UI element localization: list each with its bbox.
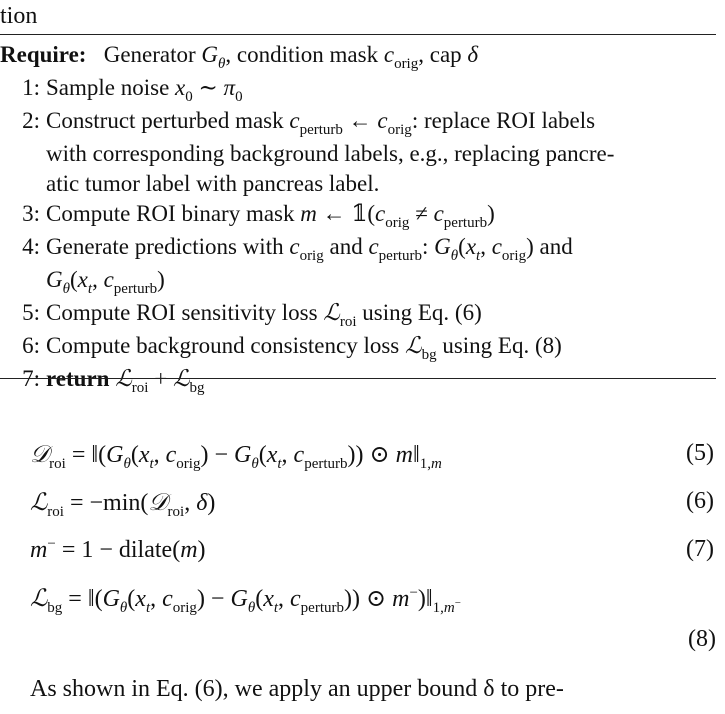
equation-5: [30, 440, 716, 480]
step-number: 5:: [22, 300, 40, 325]
equation-body: 𝒟$_{roi}$ = $‖(G_\theta(x_t$, $c_{orig}) - G_\theta(x_t$, $c_{perturb}$)) ⊙ $m‖_{1,m}$: [30, 440, 442, 472]
algorithm-step-4: [0, 232, 716, 265]
algorithm-top-rule: [0, 34, 716, 35]
equation-7: [30, 536, 716, 576]
algorithm-bottom-rule: [0, 378, 716, 379]
step-text: Sample noise $x_0$ ∼ $\pi_0$: [46, 75, 243, 105]
section-title-fragment: tion: [0, 3, 38, 29]
step-number: 3:: [22, 201, 40, 226]
step-number: 1:: [22, 75, 40, 100]
algorithm-step-3: [0, 199, 716, 232]
step-text: Compute ROI binary mask m ← $𝟙(c_{orig} \ne c_{perturb})$: [46, 201, 495, 231]
equation-number: (6): [686, 488, 714, 514]
step-text: Compute ROI sensitivity loss ℒ$_{roi}$ using Eq. (6): [46, 300, 482, 330]
require-label: Require:: [0, 42, 87, 67]
algorithm-step-2-cont1: with corresponding background labels, e.g., replacing pancre-: [46, 141, 615, 166]
body-paragraph: As shown in Eq. (6), we apply an upper bound δ to pre-: [30, 676, 564, 702]
step-number: 6:: [22, 333, 40, 358]
step-text: Compute background consistency loss ℒ$_{bg}$ using Eq. (8): [46, 333, 562, 363]
algorithm-step-2: [0, 106, 716, 139]
step-number: 2:: [22, 108, 40, 133]
step-number: 7:: [22, 366, 40, 391]
algorithm-require-line: [0, 40, 716, 73]
algorithm-step-4-cont: $G_\theta(x_t$, $c_{perturb}$): [46, 267, 165, 297]
step-text: return ℒ$_{roi}$ + ℒ$_{bg}$: [46, 366, 205, 396]
step-text: Generate predictions with $c_{orig}$ and $c_{perturb}$: $G_\theta(x_t$, $c_{orig}$) and: [46, 234, 573, 264]
equation-body: m− = 1 − dilate(m): [30, 536, 206, 563]
equation-6: [30, 488, 716, 528]
algorithm-step-6: [0, 331, 716, 364]
algorithm-block: [0, 40, 716, 397]
require-text: Generator $G_\theta$, condition mask $c_{orig}$, cap δ: [92, 42, 479, 72]
equation-number: (5): [686, 440, 714, 466]
algorithm-step-7: [0, 364, 716, 397]
step-number: 4:: [22, 234, 40, 259]
equation-body: ℒ$_{roi}$ = −min(𝒟$_{roi}$, δ): [30, 488, 216, 520]
equation-body: ℒ$_{bg}$ = $‖(G_\theta(x_t$, $c_{orig}) - G_\theta(x_t$, $c_{perturb}$)) ⊙ $m^-)‖_{1,m^-}$: [30, 584, 461, 616]
algorithm-step-2-cont2: atic tumor label with pancreas label.: [46, 171, 380, 196]
equation-number: (8): [688, 626, 716, 652]
equation-number: (7): [686, 536, 714, 562]
algorithm-step-1: [0, 73, 716, 106]
algorithm-step-5: [0, 298, 716, 331]
equation-8: [30, 584, 716, 624]
step-text: Construct perturbed mask $c_{perturb}$ ← $c_{orig}$: replace ROI labels: [46, 108, 596, 138]
